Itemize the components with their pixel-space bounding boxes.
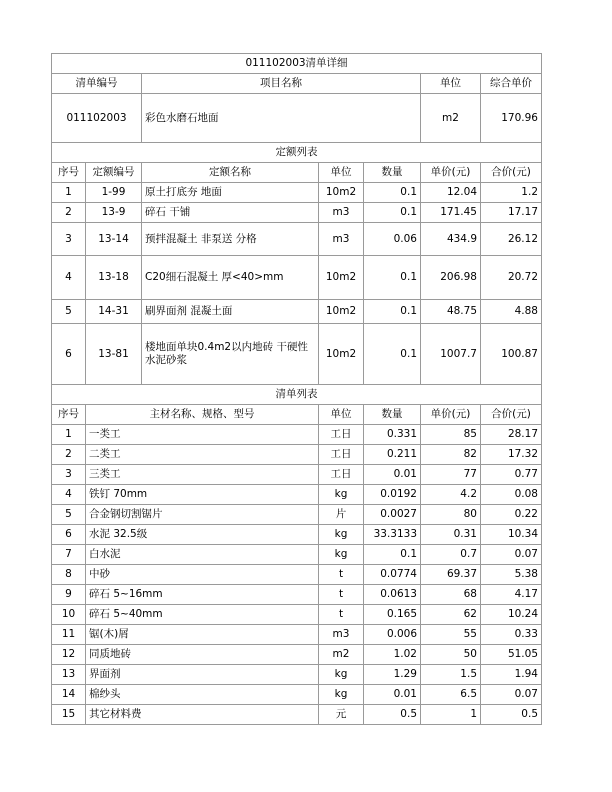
material-row	[52, 705, 542, 725]
material-total: 0.33	[481, 625, 542, 645]
material-qty: 0.0027	[364, 505, 421, 525]
material-qty: 0.01	[364, 685, 421, 705]
quota-price: 434.9	[421, 223, 481, 256]
quota-name: 预拌混凝土 非泵送 分格	[142, 223, 319, 256]
quota-name: C20细石混凝土 厚<40>mm	[142, 256, 319, 300]
quota-qty: 0.06	[364, 223, 421, 256]
material-no: 11	[52, 625, 86, 645]
material-no: 4	[52, 485, 86, 505]
material-total-header: 合价(元)	[481, 405, 542, 425]
quota-unit: m3	[319, 223, 364, 256]
material-name: 三类工	[86, 465, 319, 485]
material-row	[52, 465, 542, 485]
quota-total: 1.2	[481, 183, 542, 203]
material-qty: 0.165	[364, 605, 421, 625]
material-unit: 工日	[319, 445, 364, 465]
quota-total: 4.88	[481, 300, 542, 324]
material-no: 12	[52, 645, 86, 665]
material-total: 51.05	[481, 645, 542, 665]
bill-unit: m2	[421, 94, 481, 143]
material-name: 一类工	[86, 425, 319, 445]
quota-name: 楼地面单块0.4m2以内地砖 干硬性水泥砂浆	[142, 324, 319, 385]
material-price: 1.5	[421, 665, 481, 685]
material-name: 合金钢切割锯片	[86, 505, 319, 525]
material-total: 0.07	[481, 545, 542, 565]
material-name: 同质地砖	[86, 645, 319, 665]
material-unit: t	[319, 605, 364, 625]
material-qty: 1.02	[364, 645, 421, 665]
material-row	[52, 485, 542, 505]
quota-total: 20.72	[481, 256, 542, 300]
material-name: 碎石 5~16mm	[86, 585, 319, 605]
table-title: 011102003清单详细	[52, 54, 542, 74]
quota-unit: m3	[319, 203, 364, 223]
quota-name-header: 定额名称	[142, 163, 319, 183]
quota-row	[52, 300, 542, 324]
material-no: 6	[52, 525, 86, 545]
material-no: 15	[52, 705, 86, 725]
material-unit: kg	[319, 665, 364, 685]
quota-unit: 10m2	[319, 183, 364, 203]
material-total: 0.22	[481, 505, 542, 525]
material-unit: 元	[319, 705, 364, 725]
quota-price-header: 单价(元)	[421, 163, 481, 183]
material-total: 0.08	[481, 485, 542, 505]
material-qty: 0.01	[364, 465, 421, 485]
material-row	[52, 685, 542, 705]
quota-code: 14-31	[86, 300, 142, 324]
quota-qty: 0.1	[364, 300, 421, 324]
material-unit: 工日	[319, 465, 364, 485]
material-qty: 0.211	[364, 445, 421, 465]
material-no: 14	[52, 685, 86, 705]
material-qty-header: 数量	[364, 405, 421, 425]
quota-no: 3	[52, 223, 86, 256]
material-price: 0.31	[421, 525, 481, 545]
material-qty: 33.3133	[364, 525, 421, 545]
material-price: 77	[421, 465, 481, 485]
material-qty: 0.006	[364, 625, 421, 645]
bill-code: 011102003	[52, 94, 142, 143]
quota-unit: 10m2	[319, 324, 364, 385]
quota-total-header: 合价(元)	[481, 163, 542, 183]
material-row	[52, 545, 542, 565]
material-price: 50	[421, 645, 481, 665]
quota-name: 原土打底夯 地面	[142, 183, 319, 203]
material-unit: m2	[319, 645, 364, 665]
quota-price: 12.04	[421, 183, 481, 203]
material-unit: 工日	[319, 425, 364, 445]
material-row	[52, 665, 542, 685]
bill-unit-price-header: 综合单价	[481, 74, 542, 94]
bill-detail-table	[51, 53, 542, 725]
quota-section-title: 定额列表	[52, 143, 542, 163]
material-name: 铁钉 70mm	[86, 485, 319, 505]
material-price: 69.37	[421, 565, 481, 585]
material-name: 白水泥	[86, 545, 319, 565]
bill-unit-price: 170.96	[481, 94, 542, 143]
material-price: 82	[421, 445, 481, 465]
quota-no: 4	[52, 256, 86, 300]
material-qty: 0.0613	[364, 585, 421, 605]
material-unit: kg	[319, 545, 364, 565]
quota-qty: 0.1	[364, 183, 421, 203]
quota-row	[52, 324, 542, 385]
quota-no-header: 序号	[52, 163, 86, 183]
material-row	[52, 425, 542, 445]
quota-price: 48.75	[421, 300, 481, 324]
material-row	[52, 605, 542, 625]
quota-qty: 0.1	[364, 324, 421, 385]
material-qty: 0.0192	[364, 485, 421, 505]
material-total: 10.24	[481, 605, 542, 625]
material-qty: 0.331	[364, 425, 421, 445]
material-unit: t	[319, 585, 364, 605]
material-total: 4.17	[481, 585, 542, 605]
material-row	[52, 445, 542, 465]
material-name: 棉纱头	[86, 685, 319, 705]
material-total: 0.77	[481, 465, 542, 485]
material-no: 10	[52, 605, 86, 625]
quota-name: 刷界面剂 混凝土面	[142, 300, 319, 324]
material-name: 中砂	[86, 565, 319, 585]
material-row	[52, 505, 542, 525]
material-price: 1	[421, 705, 481, 725]
material-unit: t	[319, 565, 364, 585]
material-price: 6.5	[421, 685, 481, 705]
material-price: 85	[421, 425, 481, 445]
material-qty: 1.29	[364, 665, 421, 685]
material-no: 9	[52, 585, 86, 605]
material-qty: 0.1	[364, 545, 421, 565]
material-unit: 片	[319, 505, 364, 525]
quota-qty: 0.1	[364, 203, 421, 223]
quota-row	[52, 203, 542, 223]
quota-total: 17.17	[481, 203, 542, 223]
material-price: 80	[421, 505, 481, 525]
material-row	[52, 625, 542, 645]
material-no: 8	[52, 565, 86, 585]
material-row	[52, 525, 542, 545]
material-unit: kg	[319, 685, 364, 705]
quota-row	[52, 256, 542, 300]
material-price-header: 单价(元)	[421, 405, 481, 425]
quota-qty-header: 数量	[364, 163, 421, 183]
material-row	[52, 565, 542, 585]
material-section-title: 清单列表	[52, 385, 542, 405]
bill-name-header: 项目名称	[142, 74, 421, 94]
bill-code-header: 清单编号	[52, 74, 142, 94]
quota-price: 206.98	[421, 256, 481, 300]
quota-price: 1007.7	[421, 324, 481, 385]
material-total: 0.07	[481, 685, 542, 705]
quota-unit: 10m2	[319, 300, 364, 324]
bill-name: 彩色水磨石地面	[142, 94, 421, 143]
quota-name: 碎石 干铺	[142, 203, 319, 223]
quota-code-header: 定额编号	[86, 163, 142, 183]
material-price: 55	[421, 625, 481, 645]
material-total: 10.34	[481, 525, 542, 545]
quota-no: 1	[52, 183, 86, 203]
quota-code: 13-14	[86, 223, 142, 256]
quota-row	[52, 223, 542, 256]
material-price: 62	[421, 605, 481, 625]
material-unit: kg	[319, 525, 364, 545]
material-total: 1.94	[481, 665, 542, 685]
quota-code: 13-18	[86, 256, 142, 300]
material-qty: 0.0774	[364, 565, 421, 585]
material-total: 28.17	[481, 425, 542, 445]
material-unit-header: 单位	[319, 405, 364, 425]
material-price: 0.7	[421, 545, 481, 565]
quota-code: 13-81	[86, 324, 142, 385]
material-unit: m3	[319, 625, 364, 645]
material-name: 二类工	[86, 445, 319, 465]
material-no: 7	[52, 545, 86, 565]
material-row	[52, 585, 542, 605]
material-name: 界面剂	[86, 665, 319, 685]
material-row	[52, 645, 542, 665]
material-price: 68	[421, 585, 481, 605]
material-name: 碎石 5~40mm	[86, 605, 319, 625]
material-no: 2	[52, 445, 86, 465]
quota-no: 2	[52, 203, 86, 223]
material-no: 5	[52, 505, 86, 525]
quota-no: 6	[52, 324, 86, 385]
bill-unit-header: 单位	[421, 74, 481, 94]
material-total: 5.38	[481, 565, 542, 585]
quota-row	[52, 183, 542, 203]
material-no: 3	[52, 465, 86, 485]
quota-code: 13-9	[86, 203, 142, 223]
material-total: 0.5	[481, 705, 542, 725]
quota-qty: 0.1	[364, 256, 421, 300]
material-name: 锯(木)屑	[86, 625, 319, 645]
material-no-header: 序号	[52, 405, 86, 425]
material-name-header: 主材名称、规格、型号	[86, 405, 319, 425]
material-total: 17.32	[481, 445, 542, 465]
material-name: 水泥 32.5级	[86, 525, 319, 545]
material-name: 其它材料费	[86, 705, 319, 725]
material-price: 4.2	[421, 485, 481, 505]
quota-price: 171.45	[421, 203, 481, 223]
quota-no: 5	[52, 300, 86, 324]
quota-total: 100.87	[481, 324, 542, 385]
quota-unit-header: 单位	[319, 163, 364, 183]
quota-unit: 10m2	[319, 256, 364, 300]
material-no: 13	[52, 665, 86, 685]
quota-code: 1-99	[86, 183, 142, 203]
material-no: 1	[52, 425, 86, 445]
quota-total: 26.12	[481, 223, 542, 256]
material-qty: 0.5	[364, 705, 421, 725]
material-unit: kg	[319, 485, 364, 505]
